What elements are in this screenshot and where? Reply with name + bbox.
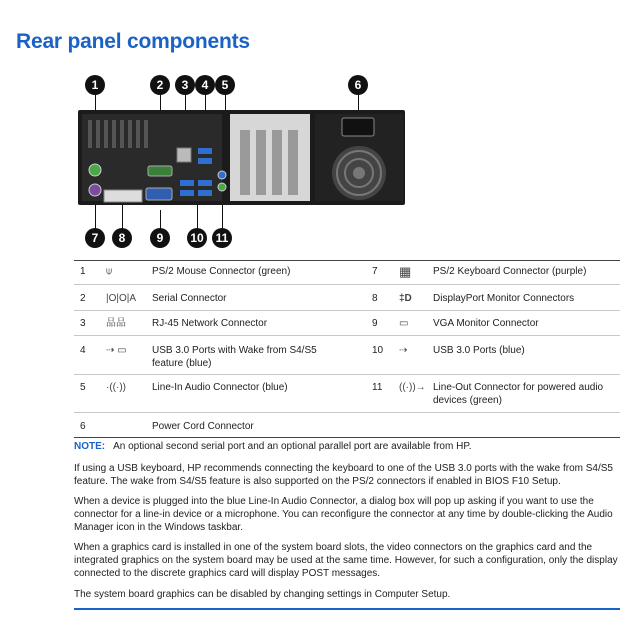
row-num: 10 <box>372 345 384 356</box>
row-num: 11 <box>372 382 383 393</box>
callout-6: 6 <box>348 75 368 95</box>
row-label: PS/2 Mouse Connector (green) <box>152 266 291 277</box>
row-num: 8 <box>372 293 378 304</box>
paragraph-4: The system board graphics can be disabled by changing settings in Computer Setup. <box>74 589 451 600</box>
line-out-icon: ((·))→ <box>399 382 426 393</box>
callout-3: 3 <box>175 75 195 95</box>
row-num: 3 <box>80 318 86 329</box>
callout-5: 5 <box>215 75 235 95</box>
row-num: 5 <box>80 382 86 393</box>
row-label: Serial Connector <box>152 293 227 304</box>
page-title: Rear panel components <box>16 30 250 53</box>
callout-8: 8 <box>112 228 132 248</box>
row-label: Line-In Audio Connector (blue) <box>152 382 288 393</box>
callout-4: 4 <box>195 75 215 95</box>
mouse-icon: ⍦ <box>106 266 112 277</box>
row-num: 9 <box>372 318 378 329</box>
keyboard-icon: ▦ <box>399 264 412 279</box>
callout-10: 10 <box>187 228 207 248</box>
paragraph-3: When a graphics card is installed in one of the system board slots, the video connectors on the graphics card and the integrated graphics on the system board may be used at the same time. However, for such a configuration, only the display connected to the discrete graphics card will display POST messages. <box>74 542 618 579</box>
callout-7: 7 <box>85 228 105 248</box>
bottom-divider <box>74 608 620 610</box>
row-num: 6 <box>80 421 86 432</box>
rear-panel-diagram <box>70 70 420 250</box>
paragraph-1: If using a USB keyboard, HP recommends connecting the keyboard to one of the USB 3.0 ports with the wake from S4/S5 feature. The wake from S4/S5 feature is also supported on the PS/2 connectors if enabled in BIOS F10 Setup. <box>74 463 613 487</box>
row-num: 2 <box>80 293 86 304</box>
network-icon: 品品 <box>106 318 126 329</box>
line-in-icon: ·((·)) <box>106 382 126 393</box>
serial-icon: |O|O|A <box>106 293 137 304</box>
displayport-icon: ‡D <box>399 293 412 304</box>
usb-icon: ⇢ <box>399 345 408 356</box>
row-label: USB 3.0 Ports (blue) <box>433 345 525 356</box>
row-num: 4 <box>80 345 86 356</box>
vga-icon: ▭ <box>399 318 409 329</box>
note <box>74 440 620 453</box>
row-num: 1 <box>80 266 86 277</box>
chassis-illustration <box>70 70 420 250</box>
row-label: VGA Monitor Connector <box>433 318 539 329</box>
row-num: 7 <box>372 266 378 277</box>
callout-1: 1 <box>85 75 105 95</box>
callout-2: 2 <box>150 75 170 95</box>
row-label: Line-Out Connector for powered audio devices (green) <box>433 382 604 406</box>
paragraph-2: When a device is plugged into the blue Line-In Audio Connector, a dialog box will pop up asking if you want to use the connector for a line-in device or a microphone. You can reconfigure the connector at any time by double-clicking the Audio Manager icon in the Windows taskbar. <box>74 496 613 533</box>
row-label: DisplayPort Monitor Connectors <box>433 293 575 304</box>
note-label: NOTE: <box>74 441 106 452</box>
row-label: Power Cord Connector <box>152 421 254 432</box>
callout-11: 11 <box>212 228 232 248</box>
row-label: PS/2 Keyboard Connector (purple) <box>433 266 587 277</box>
row-label: RJ-45 Network Connector <box>152 318 268 329</box>
row-label: USB 3.0 Ports with Wake from S4/S5 feature (blue) <box>152 345 317 369</box>
note-text: An optional second serial port and an optional parallel port are available from HP. <box>113 441 472 452</box>
usb-icon: ⇢ ▭ <box>106 345 127 356</box>
callout-9: 9 <box>150 228 170 248</box>
